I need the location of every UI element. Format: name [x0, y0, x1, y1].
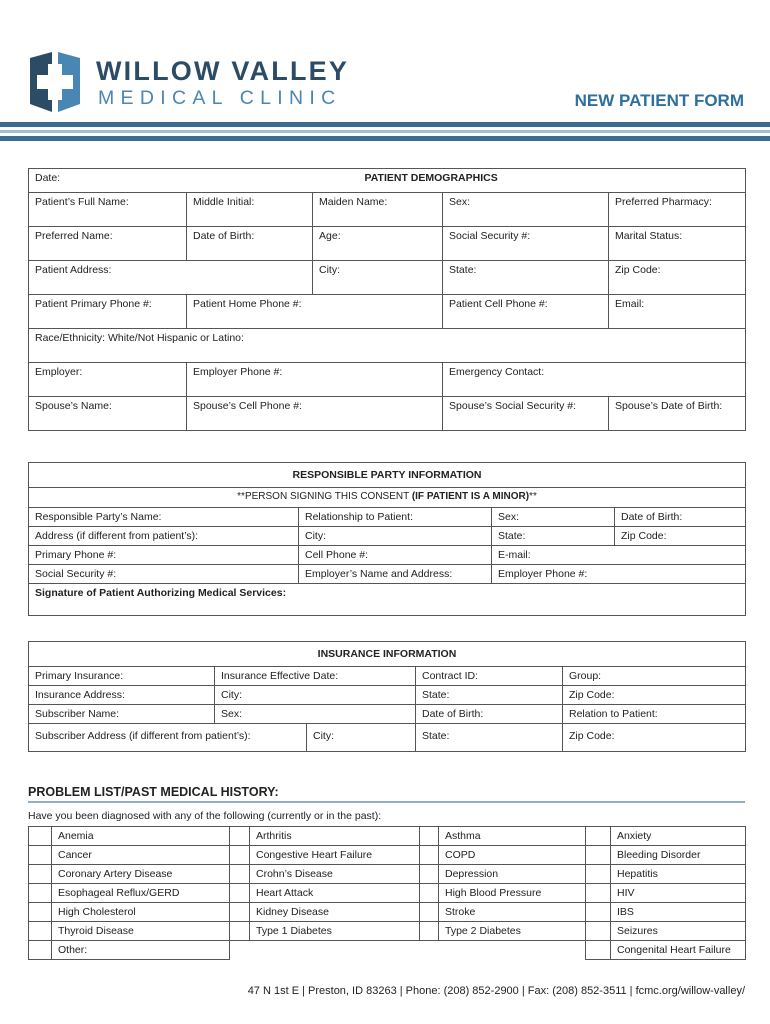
history-row: [29, 903, 746, 922]
logo-clinic-subtitle: MEDICAL CLINIC: [98, 87, 342, 109]
crohn-s-disease-label: Crohn’s Disease: [250, 865, 420, 884]
cancer-label: Cancer: [52, 846, 230, 865]
race-ethnicity-field[interactable]: Race/Ethnicity: White/Not Hispanic or Latino:: [29, 329, 746, 363]
maiden-name-field[interactable]: Maiden Name:: [313, 193, 443, 227]
relation-to-patient-field[interactable]: Relation to Patient:: [563, 705, 746, 724]
primary-insurance-field[interactable]: Primary Insurance:: [29, 667, 215, 686]
subscriber-name-field[interactable]: Subscriber Name:: [29, 705, 215, 724]
high-cholesterol-label: High Cholesterol: [52, 903, 230, 922]
responsible-city-field[interactable]: City:: [299, 527, 492, 546]
history-row: [29, 865, 746, 884]
heart-attack-checkbox[interactable]: [230, 884, 250, 903]
stroke-label: Stroke: [439, 903, 586, 922]
responsible-email-field[interactable]: E-mail:: [492, 546, 746, 565]
subscriber-dob-field[interactable]: Date of Birth:: [416, 705, 563, 724]
kidney-disease-label: Kidney Disease: [250, 903, 420, 922]
type-2-diabetes-label: Type 2 Diabetes: [439, 922, 586, 941]
spouse-dob-field[interactable]: Spouse’s Date of Birth:: [609, 397, 746, 431]
seizures-label: Seizures: [611, 922, 746, 941]
subscriber-city-field[interactable]: City:: [307, 724, 416, 752]
history-row: [29, 884, 746, 903]
asthma-checkbox[interactable]: [420, 827, 439, 846]
date-of-birth-field[interactable]: Date of Birth:: [187, 227, 313, 261]
ibs-checkbox[interactable]: [586, 903, 611, 922]
other-label: Other:: [52, 941, 230, 960]
history-row: [29, 827, 746, 846]
responsible-employer-phone-field[interactable]: Employer Phone #:: [492, 565, 746, 584]
anxiety-label: Anxiety: [611, 827, 746, 846]
emergency-contact-field[interactable]: Emergency Contact:: [443, 363, 746, 397]
type-1-diabetes-checkbox[interactable]: [230, 922, 250, 941]
history-row: [29, 941, 746, 960]
section-title-demographics: PATIENT DEMOGRAPHICS: [313, 169, 746, 193]
history-row: [29, 846, 746, 865]
contract-id-field[interactable]: Contract ID:: [416, 667, 563, 686]
copd-checkbox[interactable]: [420, 846, 439, 865]
hepatitis-checkbox[interactable]: [586, 865, 611, 884]
ibs-label: IBS: [611, 903, 746, 922]
state-field[interactable]: State:: [443, 261, 609, 295]
patient-address-field[interactable]: Patient Address:: [29, 261, 313, 295]
high-blood-pressure-checkbox[interactable]: [420, 884, 439, 903]
empty-cell: [439, 941, 586, 960]
bleeding-disorder-label: Bleeding Disorder: [611, 846, 746, 865]
footer-contact: 47 N 1st E | Preston, ID 83263 | Phone: (208) 852-2900 | Fax: (208) 852-3511 | fcmc.org/willow-valley/: [247, 985, 745, 997]
preferred-name-field[interactable]: Preferred Name:: [29, 227, 187, 261]
congestive-heart-failure-checkbox[interactable]: [230, 846, 250, 865]
history-row: [29, 922, 746, 941]
asthma-label: Asthma: [439, 827, 586, 846]
responsible-employer-field[interactable]: Employer’s Name and Address:: [299, 565, 492, 584]
header-divider: [0, 136, 770, 141]
responsible-dob-field[interactable]: Date of Birth:: [615, 508, 746, 527]
high-cholesterol-checkbox[interactable]: [29, 903, 52, 922]
medical-cross-icon: [26, 50, 84, 114]
empty-cell: [230, 941, 250, 960]
social-security-field[interactable]: Social Security #:: [443, 227, 609, 261]
effective-date-field[interactable]: Insurance Effective Date:: [215, 667, 416, 686]
consent-note-emphasis: (IF PATIENT IS A MINOR): [411, 491, 530, 502]
responsible-address-field[interactable]: Address (if different from patient’s):: [29, 527, 299, 546]
anxiety-checkbox[interactable]: [586, 827, 611, 846]
header-divider: [0, 122, 770, 127]
spouse-name-field[interactable]: Spouse’s Name:: [29, 397, 187, 431]
thyroid-disease-checkbox[interactable]: [29, 922, 52, 941]
empty-cell: [250, 941, 420, 960]
zip-code-field[interactable]: Zip Code:: [609, 261, 746, 295]
anemia-label: Anemia: [52, 827, 230, 846]
stroke-checkbox[interactable]: [420, 903, 439, 922]
responsible-sex-field[interactable]: Sex:: [492, 508, 615, 527]
thyroid-disease-label: Thyroid Disease: [52, 922, 230, 941]
section-title-insurance: INSURANCE INFORMATION: [29, 642, 746, 667]
esophageal-reflux-gerd-checkbox[interactable]: [29, 884, 52, 903]
crohn-s-disease-checkbox[interactable]: [230, 865, 250, 884]
marital-status-field[interactable]: Marital Status:: [609, 227, 746, 261]
type-1-diabetes-label: Type 1 Diabetes: [250, 922, 420, 941]
empty-cell: [420, 941, 439, 960]
relationship-field[interactable]: Relationship to Patient:: [299, 508, 492, 527]
depression-label: Depression: [439, 865, 586, 884]
cell-phone-field[interactable]: Patient Cell Phone #:: [443, 295, 609, 329]
hepatitis-label: Hepatitis: [611, 865, 746, 884]
full-name-field[interactable]: Patient’s Full Name:: [29, 193, 187, 227]
clinic-logo: [24, 50, 354, 116]
responsible-primary-phone-field[interactable]: Primary Phone #:: [29, 546, 299, 565]
email-field[interactable]: Email:: [609, 295, 746, 329]
kidney-disease-checkbox[interactable]: [230, 903, 250, 922]
responsible-party-table: [28, 462, 746, 616]
hiv-checkbox[interactable]: [586, 884, 611, 903]
insurance-address-field[interactable]: Insurance Address:: [29, 686, 215, 705]
subscriber-sex-field[interactable]: Sex:: [215, 705, 416, 724]
congenital-heart-failure-checkbox[interactable]: [586, 941, 611, 960]
copd-label: COPD: [439, 846, 586, 865]
insurance-city-field[interactable]: City:: [215, 686, 416, 705]
seizures-checkbox[interactable]: [586, 922, 611, 941]
depression-checkbox[interactable]: [420, 865, 439, 884]
logo-clinic-name: WILLOW VALLEY: [96, 56, 350, 86]
city-field[interactable]: City:: [313, 261, 443, 295]
subscriber-state-field[interactable]: State:: [416, 724, 563, 752]
group-field[interactable]: Group:: [563, 667, 746, 686]
header-divider: [0, 130, 770, 133]
sex-field[interactable]: Sex:: [443, 193, 609, 227]
insurance-zip-field[interactable]: Zip Code:: [563, 686, 746, 705]
congenital-heart-failure-label: Congenital Heart Failure: [611, 941, 746, 960]
history-question: Have you been diagnosed with any of the following (currently or in the past):: [28, 810, 382, 822]
responsible-cell-phone-field[interactable]: Cell Phone #:: [299, 546, 492, 565]
heart-attack-label: Heart Attack: [250, 884, 420, 903]
congestive-heart-failure-label: Congestive Heart Failure: [250, 846, 420, 865]
anemia-checkbox[interactable]: [29, 827, 52, 846]
responsible-ssn-field[interactable]: Social Security #:: [29, 565, 299, 584]
preferred-pharmacy-field[interactable]: Preferred Pharmacy:: [609, 193, 746, 227]
section-title-responsible-party: RESPONSIBLE PARTY INFORMATION: [29, 463, 746, 488]
coronary-artery-disease-checkbox[interactable]: [29, 865, 52, 884]
esophageal-reflux-gerd-label: Esophageal Reflux/GERD: [52, 884, 230, 903]
age-field[interactable]: Age:: [313, 227, 443, 261]
responsible-zip-field[interactable]: Zip Code:: [615, 527, 746, 546]
consent-note: [29, 488, 746, 508]
employer-field[interactable]: Employer:: [29, 363, 187, 397]
subscriber-address-field[interactable]: Subscriber Address (if different from patient’s):: [29, 724, 307, 752]
patient-demographics-table: [28, 168, 746, 431]
spouse-ssn-field[interactable]: Spouse’s Social Security #:: [443, 397, 609, 431]
page-title: NEW PATIENT FORM: [574, 91, 744, 110]
subscriber-zip-field[interactable]: Zip Code:: [563, 724, 746, 752]
responsible-name-field[interactable]: Responsible Party’s Name:: [29, 508, 299, 527]
home-phone-field[interactable]: Patient Home Phone #:: [187, 295, 443, 329]
other-checkbox[interactable]: [29, 941, 52, 960]
high-blood-pressure-label: High Blood Pressure: [439, 884, 586, 903]
spouse-cell-field[interactable]: Spouse’s Cell Phone #:: [187, 397, 443, 431]
section-title-medical-history: PROBLEM LIST/PAST MEDICAL HISTORY:: [28, 785, 279, 799]
medical-history-table: [28, 826, 746, 960]
type-2-diabetes-checkbox[interactable]: [420, 922, 439, 941]
bleeding-disorder-checkbox[interactable]: [586, 846, 611, 865]
hiv-label: HIV: [611, 884, 746, 903]
employer-phone-field[interactable]: Employer Phone #:: [187, 363, 443, 397]
section-divider: [28, 801, 745, 803]
coronary-artery-disease-label: Coronary Artery Disease: [52, 865, 230, 884]
insurance-state-field[interactable]: State:: [416, 686, 563, 705]
signature-field[interactable]: Signature of Patient Authorizing Medical Services:: [29, 584, 746, 616]
arthritis-checkbox[interactable]: [230, 827, 250, 846]
insurance-table: [28, 641, 746, 752]
cancer-checkbox[interactable]: [29, 846, 52, 865]
responsible-state-field[interactable]: State:: [492, 527, 615, 546]
consent-note-end: **: [529, 491, 537, 502]
arthritis-label: Arthritis: [250, 827, 420, 846]
date-field[interactable]: Date:: [29, 169, 313, 193]
consent-note-text: **PERSON SIGNING THIS CONSENT: [237, 491, 412, 502]
primary-phone-field[interactable]: Patient Primary Phone #:: [29, 295, 187, 329]
middle-initial-field[interactable]: Middle Initial:: [187, 193, 313, 227]
